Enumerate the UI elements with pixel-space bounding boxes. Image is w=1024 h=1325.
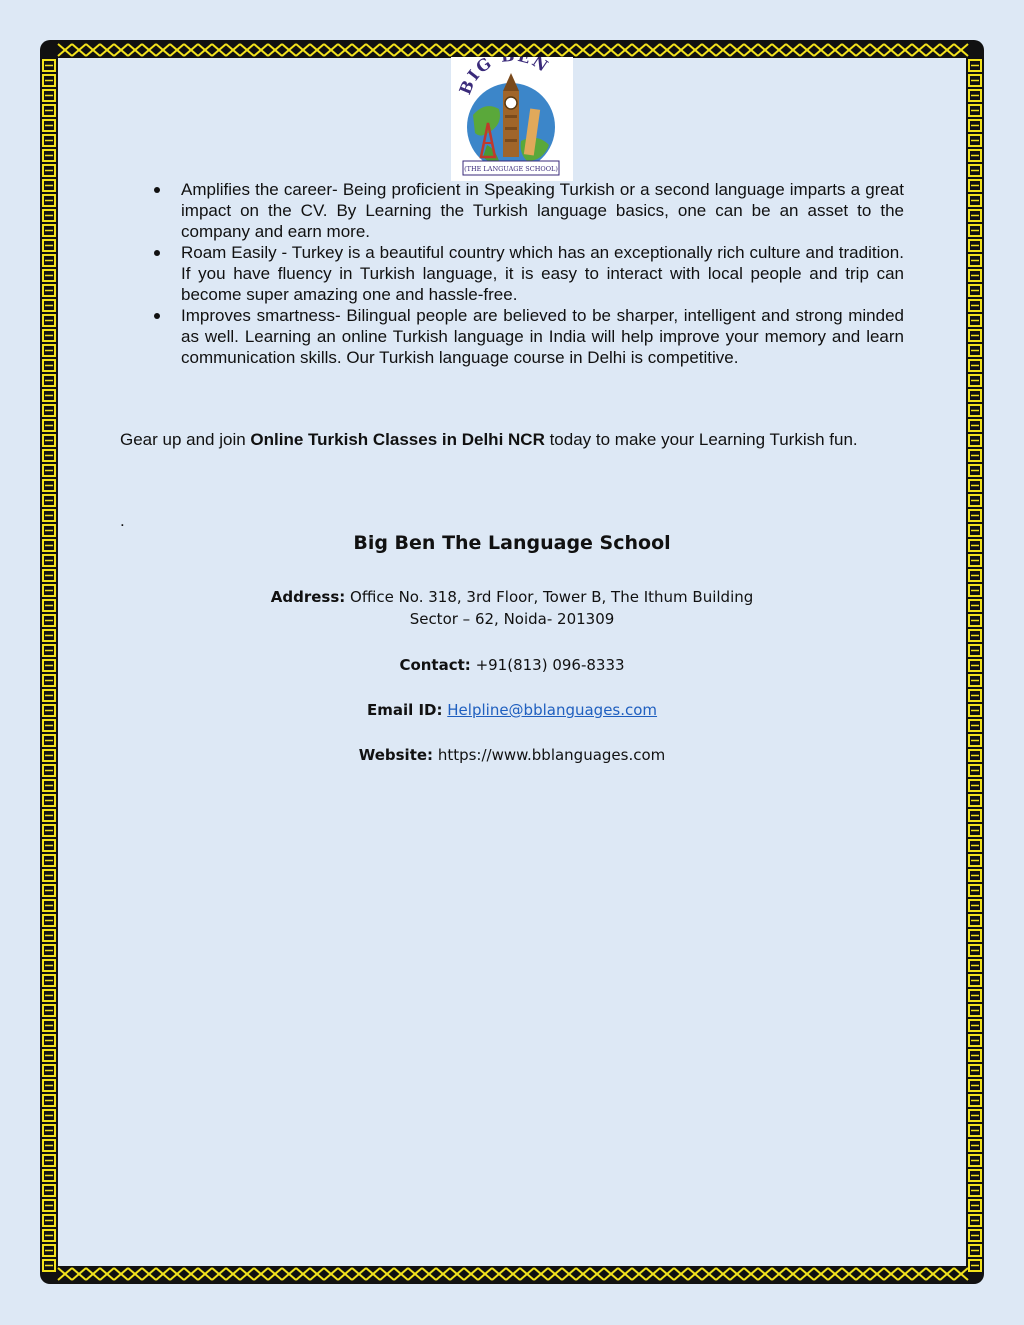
- list-item: [120, 305, 904, 368]
- cta-text-before: Gear up and join: [120, 430, 251, 449]
- website-line: [120, 744, 904, 766]
- address-label: Address:: [270, 588, 346, 606]
- logo-arc-text: BIG N: [455, 57, 554, 98]
- address-line-1: Office No. 318, 3rd Floor, Tower B, The Ithum Building: [345, 588, 754, 606]
- cta-text-after: today to make your Learning Turkish fun.: [544, 430, 858, 449]
- bullet-icon: [154, 250, 160, 256]
- contact-phone: +91(813) 096-8333: [470, 656, 625, 674]
- email-line: [120, 699, 904, 721]
- cta-bold-course: Online Turkish Classes in Delhi NCR: [250, 430, 545, 449]
- bullet-icon: [154, 313, 160, 319]
- address-line-2: Sector – 62, Noida- 201309: [409, 610, 615, 628]
- stray-period: .: [120, 511, 125, 530]
- email-link[interactable]: Helpline@bblanguages.com: [447, 701, 658, 719]
- list-item-text: Improves smartness- Bilingual people are believed to be sharper, intelligent and strong minded as well. Learning an online Turkish language in India will help improve your memory and learn communication skills. Our Turkish language course in Delhi is competitive.: [181, 306, 904, 367]
- address-block: [120, 586, 904, 630]
- logo-ribbon-text: (THE LANGUAGE SCHOOL): [464, 165, 558, 173]
- big-ben-logo: [451, 57, 573, 181]
- contact-line: [120, 654, 904, 676]
- benefits-list: [120, 179, 904, 368]
- website-url: https://www.bblanguages.com: [433, 746, 666, 764]
- contact-label: Contact:: [399, 656, 471, 674]
- list-item: [120, 242, 904, 305]
- call-to-action-paragraph: [120, 429, 904, 450]
- list-item: [120, 179, 904, 242]
- school-name-heading: Big Ben The Language School: [353, 532, 671, 554]
- website-label: Website:: [358, 746, 434, 764]
- list-item-text: Roam Easily - Turkey is a beautiful country which has an exceptionally rich culture and tradition. If you have fluency in Turkish language, it is easy to interact with local people and trip can become super amazing one and hassle-free.: [181, 243, 904, 304]
- bullet-icon: [154, 187, 160, 193]
- email-label: Email ID:: [366, 701, 443, 719]
- list-item-text: Amplifies the career- Being proficient in Speaking Turkish or a second language imparts a great impact on the CV. By Learning the Turkish language basics, one can be an asset to the company and earn more.: [181, 180, 904, 241]
